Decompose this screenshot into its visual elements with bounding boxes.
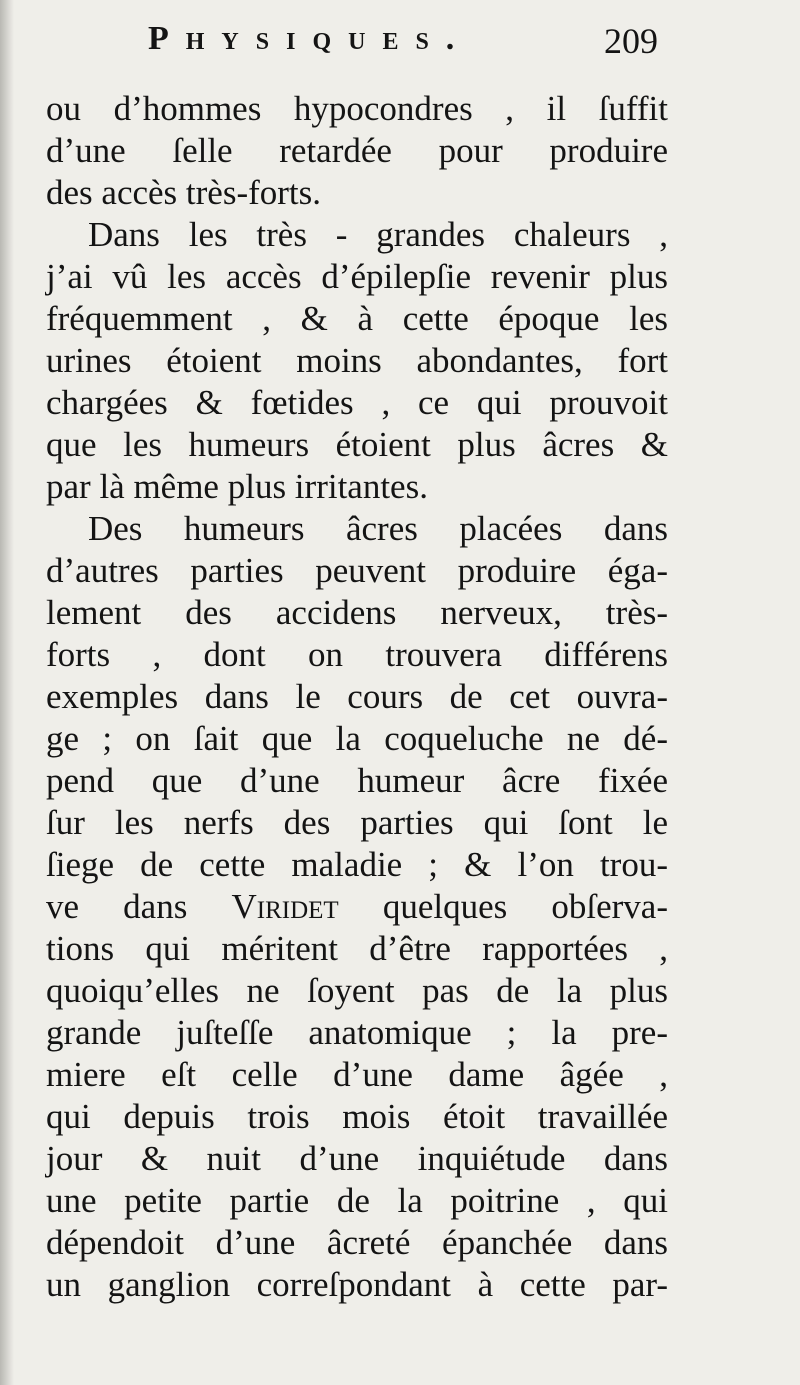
text-line: exemples dans le cours de cet ouvra- <box>46 677 668 716</box>
text-line: une petite partie de la poitrine , qui <box>46 1181 668 1220</box>
text-line: ſiege de cette maladie ; & l’on trou- <box>46 845 668 884</box>
text-line: j’ai vû les accès d’épilepſie revenir plus <box>46 257 668 296</box>
page-header <box>0 14 800 70</box>
text-line: dépendoit d’une âcreté épanchée dans <box>46 1223 668 1262</box>
text-line: ou d’hommes hypocondres , il ſuffit <box>46 89 668 128</box>
running-head: Physiques. <box>148 20 472 57</box>
text-line: tions qui méritent d’être rapportées , <box>46 929 668 968</box>
text-line: lement des accidens nerveux, très- <box>46 593 668 632</box>
page-gutter-shadow <box>0 0 14 1385</box>
paragraph-first-line: Des humeurs âcres placées dans <box>88 509 668 548</box>
line-segment: quelques obſerva- <box>382 887 668 926</box>
text-line: qui depuis trois mois étoit travaillée <box>46 1097 668 1136</box>
text-line: quoiqu’elles ne ſoyent pas de la plus <box>46 971 668 1010</box>
text-line: un ganglion correſpondant à cette par- <box>46 1265 668 1304</box>
text-line: pend que d’une humeur âcre fixée <box>46 761 668 800</box>
text-line: urines étoient moins abondantes, fort <box>46 341 668 380</box>
text-line: chargées & fœtides , ce qui prouvoit <box>46 383 668 422</box>
text-line: grande juſteſſe anatomique ; la pre- <box>46 1013 668 1052</box>
text-line: forts , dont on trouvera différens <box>46 635 668 674</box>
text-line: d’une ſelle retardée pour produire <box>46 131 668 170</box>
text-line: jour & nuit d’une inquiétude dans <box>46 1139 668 1178</box>
text-line <box>46 886 668 928</box>
cited-author: Viridet <box>231 887 339 926</box>
line-segment: ve dans <box>46 887 188 926</box>
text-line: d’autres parties peuvent produire éga- <box>46 551 668 590</box>
text-line: miere eſt celle d’une dame âgée , <box>46 1055 668 1094</box>
text-line: que les humeurs étoient plus âcres & <box>46 425 668 464</box>
text-line: ge ; on ſait que la coqueluche ne dé- <box>46 719 668 758</box>
text-line: ſur les nerfs des parties qui ſont le <box>46 803 668 842</box>
page-number: 209 <box>604 21 658 61</box>
text-line: fréquemment , & à cette époque les <box>46 299 668 338</box>
text-line: par là même plus irritantes. <box>46 467 428 506</box>
text-line: des accès très-forts. <box>46 173 322 212</box>
paragraph-first-line: Dans les très - grandes chaleurs , <box>88 215 668 254</box>
